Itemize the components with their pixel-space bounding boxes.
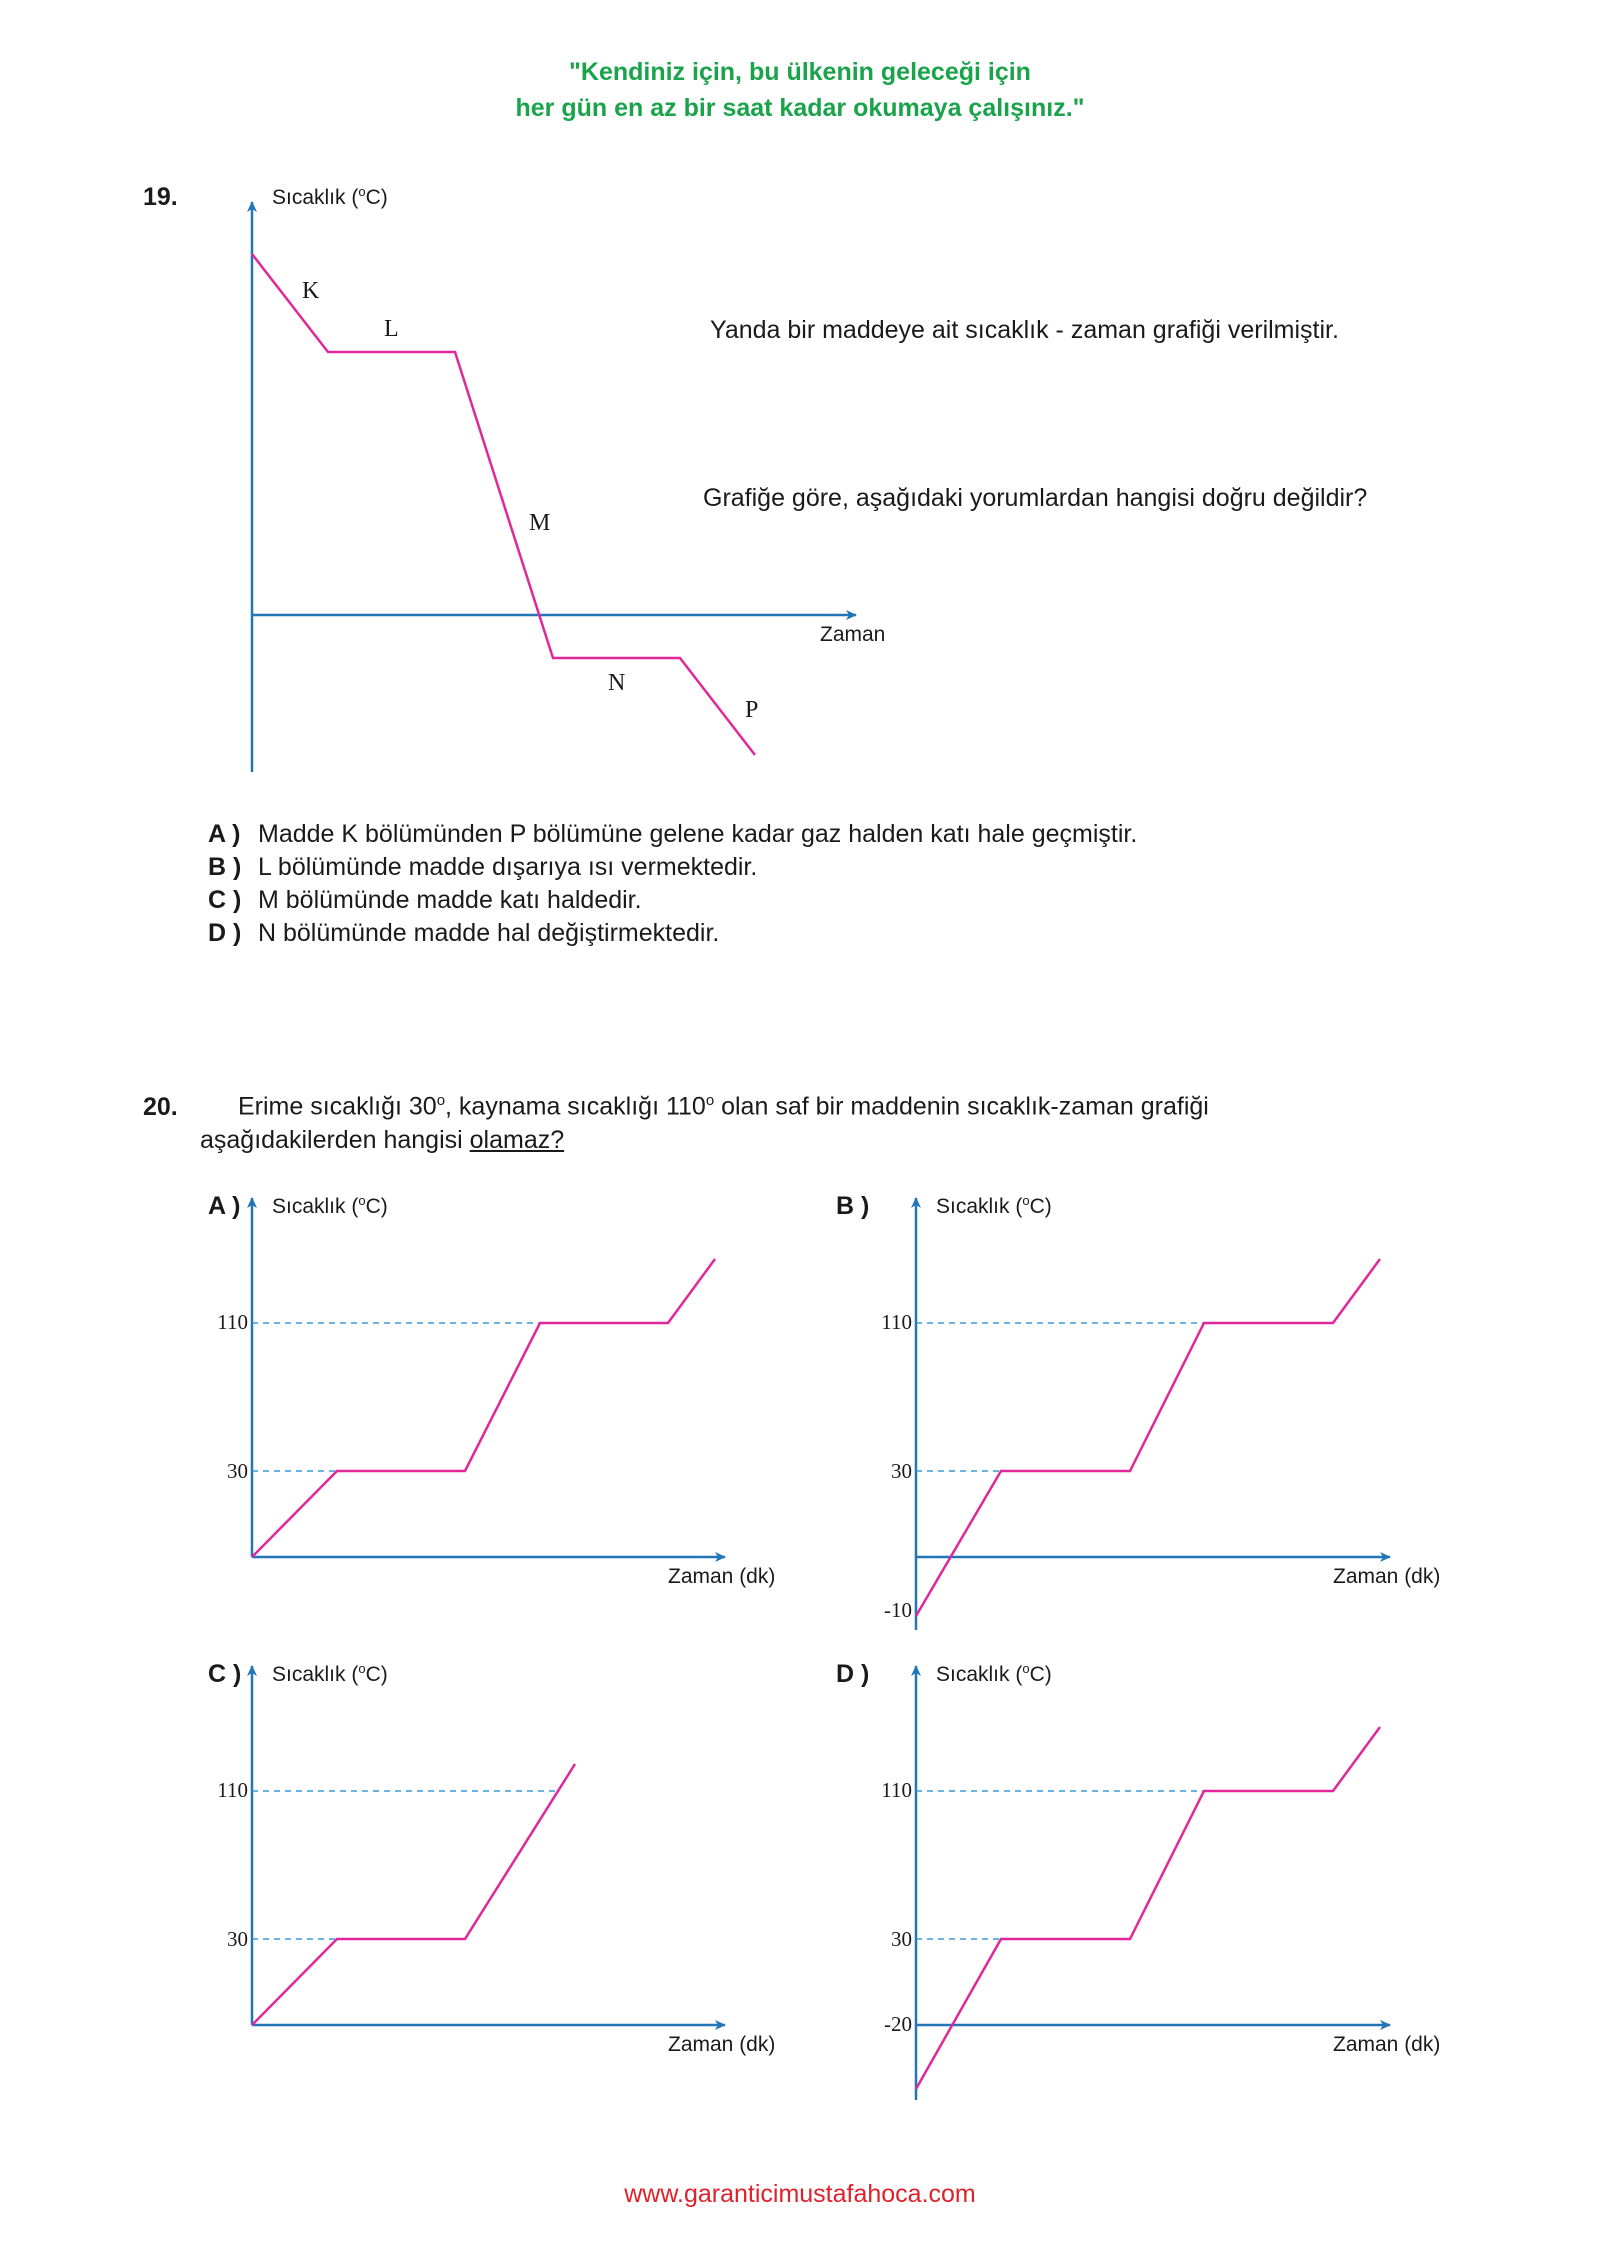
q20d-x-axis-label: Zaman (dk) <box>1333 2033 1441 2056</box>
q20-option-d-label[interactable]: D ) <box>836 1660 870 1688</box>
q19-text-question: Grafiğe göre, aşağıdaki yorumlardan hangisi doğru değildir? <box>703 484 1368 512</box>
q20c-curve <box>252 1764 575 2025</box>
q20-option-c-label[interactable]: C ) <box>208 1660 242 1688</box>
q19-segment-l: L <box>384 316 399 342</box>
q20d-tick-30: 30 <box>891 1927 912 1951</box>
q19-option-c[interactable]: C ) M bölümünde madde katı haldedir. <box>208 886 642 914</box>
q19-segment-k: K <box>302 278 320 304</box>
q20a-x-axis-label: Zaman (dk) <box>668 1565 776 1588</box>
q19-option-b[interactable]: B ) L bölümünde madde dışarıya ısı vermektedir. <box>208 853 758 881</box>
q19-segment-n: N <box>608 670 626 696</box>
question-19-number: 19. <box>143 183 178 211</box>
q20c-tick-110: 110 <box>217 1778 248 1802</box>
q20d-y-axis-label: Sıcaklık ($^o$C) <box>936 1661 1052 1686</box>
q20d-tick-110: 110 <box>881 1778 912 1802</box>
q19-option-a[interactable]: A ) Madde K bölümünden P bölümüne gelene kadar gaz halden katı hale geçmiştir. <box>208 820 1138 848</box>
question-20-number: 20. <box>143 1093 178 1121</box>
q19-segment-p: P <box>745 697 759 723</box>
q20b-x-axis-label: Zaman (dk) <box>1333 1565 1441 1588</box>
q19-segment-m: M <box>529 510 551 536</box>
q19-text-description: Yanda bir maddeye ait sıcaklık - zaman grafiği verilmiştir. <box>710 316 1339 344</box>
q20b-tick-110: 110 <box>881 1310 912 1334</box>
q20b-tick-30: 30 <box>891 1459 912 1483</box>
header-quote-line2: her gün en az bir saat kadar okumaya çalışınız." <box>515 94 1085 122</box>
q20a-curve <box>252 1259 715 1557</box>
q19-curve <box>252 254 755 755</box>
q20d-tick-minus20: -20 <box>884 2012 912 2036</box>
q20-text-line1: Erime sıcaklığı 30$^o$, kaynama sıcaklığı 110$^o$ olan saf bir maddenin sıcaklık-zaman grafiği <box>238 1092 1209 1121</box>
q20c-x-axis-label: Zaman (dk) <box>668 2033 776 2056</box>
q20b-tick-minus10: -10 <box>884 1598 912 1622</box>
q20-text-line2: aşağıdakilerden hangisi olamaz? <box>200 1126 565 1154</box>
q20a-tick-30: 30 <box>227 1459 248 1483</box>
q19-y-axis-label: Sıcaklık ($^o$C) <box>272 184 388 209</box>
q19-x-axis-label: Zaman <box>820 623 886 646</box>
q20a-tick-110: 110 <box>217 1310 248 1334</box>
q19-option-d[interactable]: D ) N bölümünde madde hal değiştirmektedir. <box>208 919 720 947</box>
q20-underlined-word: olamaz? <box>469 1126 565 1154</box>
q20a-y-axis-label: Sıcaklık ($^o$C) <box>272 1193 388 1218</box>
q20-option-a-label[interactable]: A ) <box>208 1192 241 1220</box>
header-quote-line1: "Kendiniz için, bu ülkenin geleceği için <box>569 58 1031 86</box>
q20b-curve <box>916 1259 1380 1616</box>
q20c-y-axis-label: Sıcaklık ($^o$C) <box>272 1661 388 1686</box>
footer-website[interactable]: www.garanticimustafahoca.com <box>624 2180 976 2208</box>
q20d-curve <box>916 1727 1380 2089</box>
q20b-y-axis-label: Sıcaklık ($^o$C) <box>936 1193 1052 1218</box>
q20c-tick-30: 30 <box>227 1927 248 1951</box>
q20-option-b-label[interactable]: B ) <box>836 1192 870 1220</box>
